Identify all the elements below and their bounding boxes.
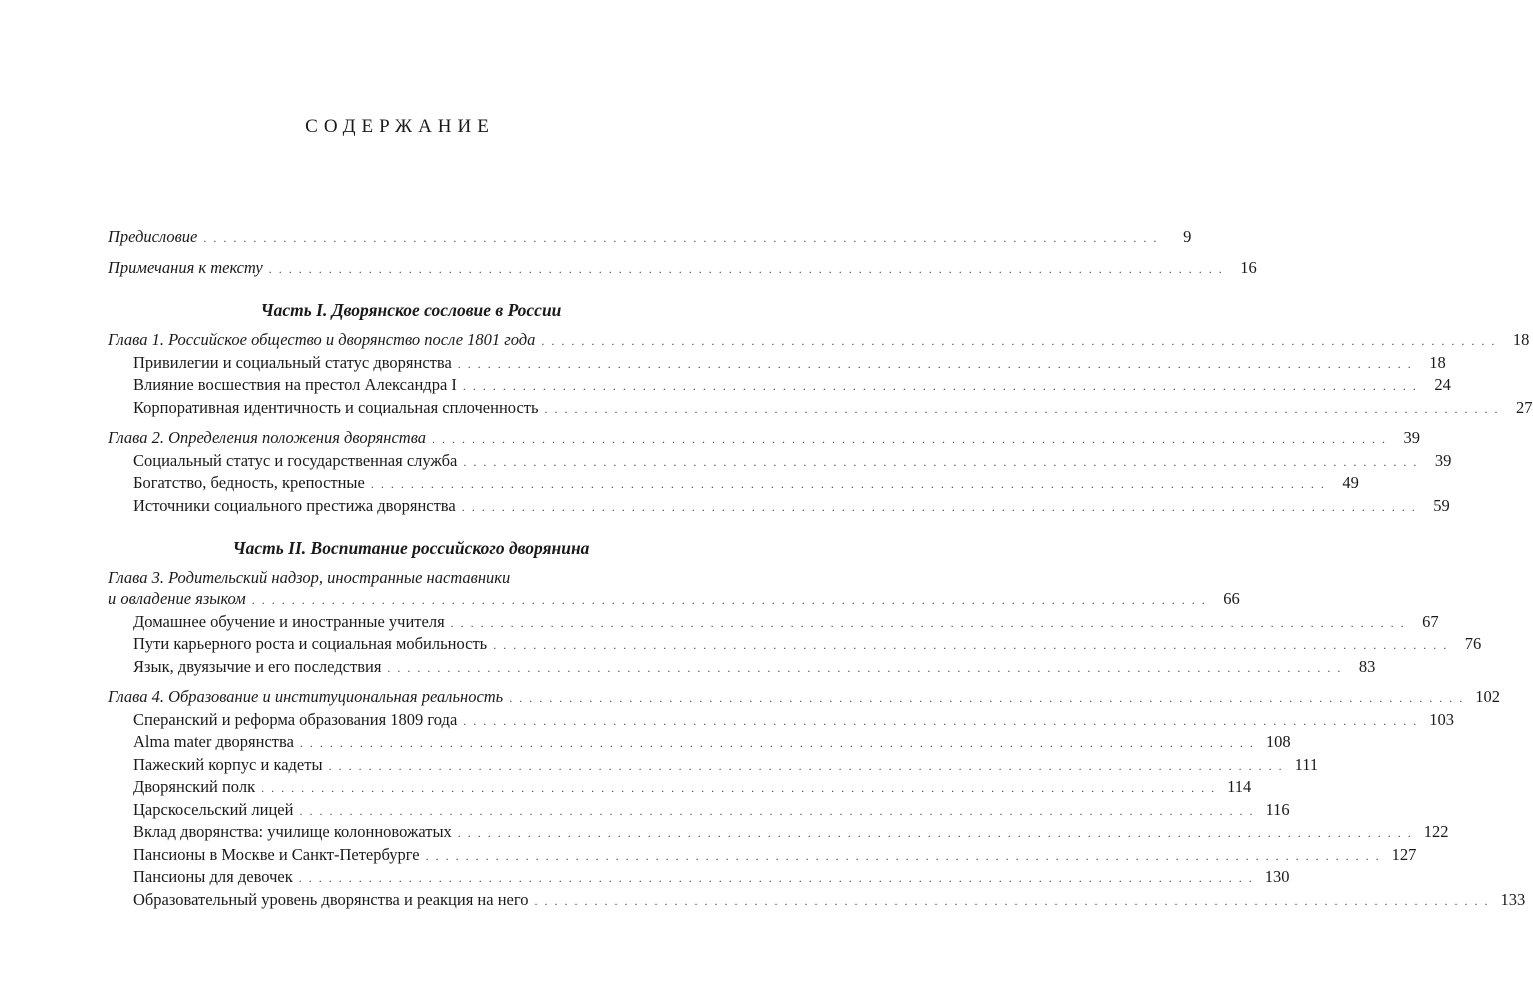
toc-entry-page: 116 bbox=[1265, 799, 1290, 819]
toc-entry-label: Предисловие bbox=[108, 227, 198, 246]
toc-entry-page: 18 bbox=[1512, 330, 1530, 349]
toc-entry-label-line1: Глава 3. Родительский надзор, иностранные наставники bbox=[108, 568, 511, 587]
leader-dots: ................................................................................................ bbox=[299, 803, 1260, 818]
leader-dots: ................................................................................................ bbox=[457, 356, 1418, 371]
toc-entry-page: 130 bbox=[1264, 867, 1290, 886]
toc-entry-label: Глава 2. Определения положения дворянства bbox=[108, 428, 427, 447]
toc-entry-label: Примечания к тексту bbox=[108, 257, 263, 277]
toc-section[interactable] bbox=[108, 450, 1452, 473]
part-heading-2: Часть II. Воспитание российского дворянина bbox=[232, 538, 590, 558]
leader-dots: ................................................................................................ bbox=[541, 334, 1502, 348]
toc-entry-page: 127 bbox=[1391, 844, 1417, 864]
toc-section[interactable] bbox=[108, 866, 1290, 889]
leader-dots: ................................................................................................ bbox=[461, 499, 1422, 514]
toc-section[interactable] bbox=[108, 633, 1482, 656]
toc-entry-label: Глава 4. Образование и институциональная реальность bbox=[108, 687, 504, 706]
leader-dots: ................................................................................................ bbox=[268, 261, 1229, 276]
toc-entry-page: 39 bbox=[1434, 450, 1452, 470]
leader-dots: ................................................................................................ bbox=[261, 781, 1222, 795]
toc-entry-label: Вклад дворянства: училище колонновожатых bbox=[133, 822, 452, 841]
toc-entry-page: 16 bbox=[1240, 257, 1257, 277]
toc-entry-preface[interactable] bbox=[108, 226, 1192, 249]
toc-entry-label: Пажеский корпус и кадеты bbox=[133, 754, 323, 774]
toc-section[interactable] bbox=[108, 731, 1291, 754]
leader-dots: ................................................................................................ bbox=[299, 736, 1260, 750]
toc-entry-page: 49 bbox=[1342, 473, 1359, 492]
toc-entry-page: 67 bbox=[1422, 611, 1439, 631]
toc-entry-label: Дворянский полк bbox=[133, 777, 256, 796]
part-heading-1: Часть I. Дворянское сословие в России bbox=[260, 300, 562, 320]
toc-entry-page: 102 bbox=[1475, 687, 1500, 706]
toc-entry-label: Царскосельский лицей bbox=[133, 799, 294, 819]
toc-entry-label-line2: и овладение языком bbox=[108, 589, 246, 608]
toc-entry-label: Alma mater дворянства bbox=[133, 732, 294, 751]
leader-dots: ................................................................................................ bbox=[251, 593, 1212, 607]
leader-dots: ................................................................................................ bbox=[457, 826, 1418, 840]
toc-entry-page: 24 bbox=[1434, 375, 1451, 394]
leader-dots: ................................................................................................ bbox=[534, 893, 1495, 908]
page-title: СОДЕРЖАНИЕ bbox=[305, 116, 495, 137]
toc-entry-page: 59 bbox=[1433, 495, 1450, 515]
toc-entry-label: Сперанский и реформа образования 1809 года bbox=[133, 709, 458, 729]
table-of-contents bbox=[108, 226, 1533, 911]
toc-chapter-2[interactable] bbox=[108, 427, 1421, 450]
toc-entry-page: 133 bbox=[1500, 889, 1526, 909]
leader-dots: ................................................................................................ bbox=[462, 379, 1423, 393]
toc-section[interactable] bbox=[108, 844, 1417, 867]
toc-entry-label: Источники социального престижа дворянства bbox=[133, 495, 456, 515]
toc-section[interactable] bbox=[108, 472, 1359, 495]
toc-section[interactable] bbox=[108, 611, 1439, 634]
toc-section[interactable] bbox=[108, 799, 1290, 822]
leader-dots: ................................................................................................ bbox=[203, 231, 1164, 245]
leader-dots: ................................................................................................ bbox=[425, 848, 1386, 863]
toc-entry-label: Пансионы в Москве и Санкт-Петербурге bbox=[133, 844, 420, 864]
toc-entry-label: Глава 1. Российское общество и дворянство после 1801 года bbox=[108, 330, 536, 349]
toc-section[interactable] bbox=[108, 889, 1526, 912]
toc-entry-page: 83 bbox=[1358, 656, 1376, 676]
toc-section[interactable] bbox=[108, 495, 1450, 518]
leader-dots: ................................................................................................ bbox=[298, 871, 1259, 885]
toc-entry-label: Привилегии и социальный статус дворянства bbox=[133, 352, 452, 372]
toc-entry-label: Социальный статус и государственная служба bbox=[133, 450, 458, 470]
toc-section[interactable] bbox=[108, 352, 1446, 375]
toc-entry-label: Влияние восшествия на престол Александра I bbox=[133, 375, 457, 394]
leader-dots: ................................................................................................ bbox=[432, 432, 1393, 446]
leader-dots: ................................................................................................ bbox=[463, 454, 1424, 469]
leader-dots: ................................................................................................ bbox=[450, 615, 1411, 630]
leader-dots: ................................................................................................ bbox=[463, 713, 1424, 728]
toc-entry-label: Пути карьерного роста и социальная мобильность bbox=[133, 634, 488, 653]
toc-entry-page: 111 bbox=[1294, 754, 1319, 774]
toc-entry-label: Корпоративная идентичность и социальная сплоченность bbox=[133, 397, 539, 417]
toc-section[interactable] bbox=[108, 397, 1533, 420]
toc-section[interactable] bbox=[108, 821, 1449, 844]
toc-section[interactable] bbox=[108, 374, 1451, 397]
toc-chapter-1[interactable] bbox=[108, 329, 1530, 352]
toc-entry-page: 76 bbox=[1464, 634, 1482, 653]
leader-dots: ................................................................................................ bbox=[387, 660, 1348, 675]
toc-chapter-3[interactable] bbox=[108, 567, 1240, 611]
toc-entry-label: Язык, двуязычие и его последствия bbox=[133, 656, 382, 676]
toc-entry-label: Пансионы для девочек bbox=[133, 867, 293, 886]
toc-chapter-4[interactable] bbox=[108, 686, 1500, 709]
toc-section[interactable] bbox=[108, 776, 1252, 799]
toc-entry-page: 39 bbox=[1403, 428, 1421, 447]
toc-entry-page: 103 bbox=[1429, 709, 1455, 729]
toc-entry-page: 122 bbox=[1423, 822, 1449, 841]
toc-entry-page: 66 bbox=[1223, 589, 1240, 608]
leader-dots: ................................................................................................ bbox=[544, 401, 1505, 416]
toc-section[interactable] bbox=[108, 656, 1376, 679]
toc-entry-page: 27 bbox=[1516, 397, 1533, 417]
leader-dots: ................................................................................................ bbox=[328, 758, 1289, 773]
toc-entry-page: 9 bbox=[1183, 227, 1192, 246]
toc-entry-label: Образовательный уровень дворянства и реакция на него bbox=[133, 889, 529, 909]
toc-entry-page: 18 bbox=[1429, 352, 1446, 372]
toc-section[interactable] bbox=[108, 709, 1455, 732]
toc-section[interactable] bbox=[108, 754, 1319, 777]
toc-entry-page: 108 bbox=[1265, 732, 1291, 751]
leader-dots: ................................................................................................ bbox=[493, 638, 1454, 652]
leader-dots: ................................................................................................ bbox=[509, 691, 1470, 705]
leader-dots: ................................................................................................ bbox=[370, 477, 1331, 491]
toc-entry-label: Богатство, бедность, крепостные bbox=[133, 473, 365, 492]
toc-entry-notes[interactable] bbox=[108, 257, 1257, 280]
toc-entry-page: 114 bbox=[1227, 777, 1252, 796]
toc-entry-label: Домашнее обучение и иностранные учителя bbox=[133, 611, 445, 631]
